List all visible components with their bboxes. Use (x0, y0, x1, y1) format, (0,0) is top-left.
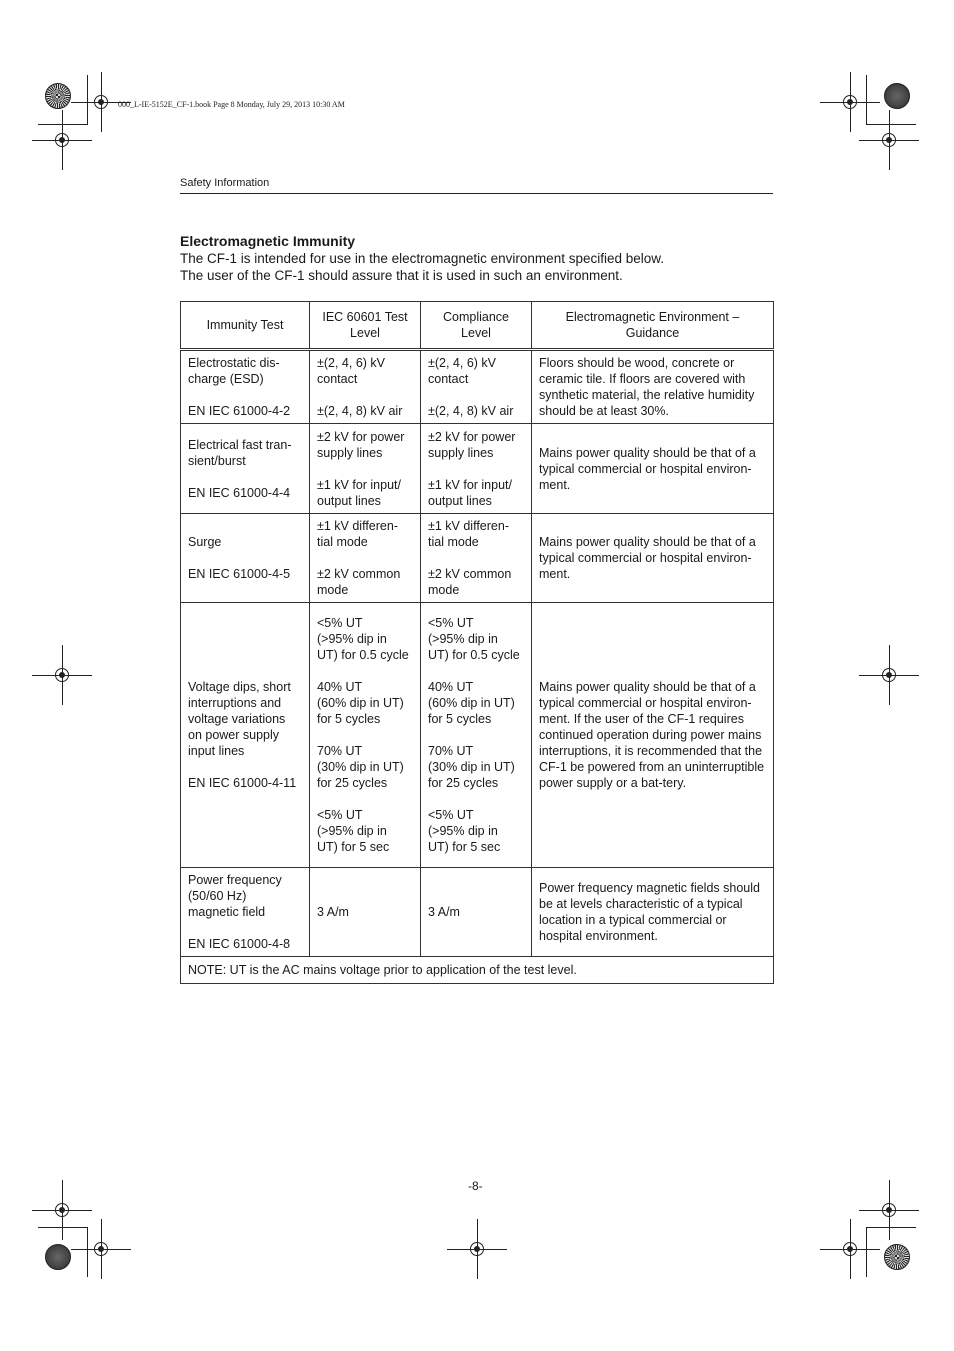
immunity-test-cell: Voltage dips, short interruptions and voltage variations on power supply input lines EN IEC 61000-4-11 (181, 603, 310, 868)
header-rule (180, 193, 773, 194)
registration-disc-top-left (45, 83, 71, 109)
crop-line (87, 75, 88, 125)
intro-text (180, 250, 774, 284)
guidance-cell: Mains power quality should be that of a typical commercial or hospital environ-ment. (532, 424, 774, 514)
crop-line (866, 75, 867, 125)
guidance-cell: Floors should be wood, concrete or ceramic tile. If floors are covered with synthetic material, the relative humidity should be at least 30%. (532, 350, 774, 424)
immunity-test-cell: Electrical fast tran- sient/burst EN IEC 61000-4-4 (181, 424, 310, 514)
compliance-level-cell: <5% UT (>95% dip in UT) for 0.5 cycle 40% UT (60% dip in UT) for 5 cycles 70% UT (30% dip in UT) for 25 cycles <5% UT (>95% dip in UT) for 5 sec (421, 603, 532, 868)
column-header: Electromagnetic Environment – Guidance (532, 302, 774, 350)
intro-line-2: The user of the CF-1 should assure that it is used in such an environment. (180, 268, 623, 283)
immunity-table (180, 301, 774, 984)
registration-disc-top-right (884, 83, 910, 109)
compliance-level-cell: 3 A/m (421, 868, 532, 957)
compliance-level-cell: ±1 kV differen- tial mode ±2 kV common mode (421, 514, 532, 603)
table-row (181, 868, 774, 957)
crop-line (87, 1227, 88, 1277)
test-level-cell: ±(2, 4, 6) kV contact ±(2, 4, 8) kV air (310, 350, 421, 424)
immunity-test-cell: Power frequency (50/60 Hz) magnetic field EN IEC 61000-4-8 (181, 868, 310, 957)
crop-line (866, 1227, 916, 1228)
test-level-cell: ±1 kV differen- tial mode ±2 kV common mode (310, 514, 421, 603)
crop-line (866, 124, 916, 125)
table-note: NOTE: UT is the AC mains voltage prior to application of the test level. (181, 957, 774, 984)
test-level-cell: <5% UT (>95% dip in UT) for 0.5 cycle 40% UT (60% dip in UT) for 5 cycles 70% UT (30% dip in UT) for 25 cycles <5% UT (>95% dip in UT) for 5 sec (310, 603, 421, 868)
guidance-cell: Mains power quality should be that of a typical commercial or hospital environ-ment. If the user of the CF-1 requires continued operation during power mains interruptions, it is recommended that the CF-1 be powered from an uninterruptible power supply or a bat-tery. (532, 603, 774, 868)
table-row (181, 514, 774, 603)
column-header: IEC 60601 Test Level (310, 302, 421, 350)
column-header: Immunity Test (181, 302, 310, 350)
immunity-test-cell: Electrostatic dis- charge (ESD) EN IEC 61000-4-2 (181, 350, 310, 424)
guidance-cell: Mains power quality should be that of a typical commercial or hospital environ-ment. (532, 514, 774, 603)
crop-line (38, 1227, 88, 1228)
table-row (181, 424, 774, 514)
test-level-cell: ±2 kV for power supply lines ±1 kV for input/ output lines (310, 424, 421, 514)
table-header-row (181, 302, 774, 350)
compliance-level-cell: ±(2, 4, 6) kV contact ±(2, 4, 8) kV air (421, 350, 532, 424)
registration-disc-bottom-left (45, 1244, 71, 1270)
table-row (181, 603, 774, 868)
page-number: -8- (468, 1179, 483, 1193)
table-note-row (181, 957, 774, 984)
intro-line-1: The CF-1 is intended for use in the electromagnetic environment specified below. (180, 251, 665, 266)
immunity-test-cell: Surge EN IEC 61000-4-5 (181, 514, 310, 603)
table-row (181, 350, 774, 424)
column-header: Compliance Level (421, 302, 532, 350)
crop-line (38, 124, 88, 125)
page-slug: 000_L-IE-5152E_CF-1.book Page 8 Monday, July 29, 2013 10:30 AM (118, 100, 345, 109)
guidance-cell: Power frequency magnetic fields should be at levels characteristic of a typical location in a typical commercial or hospital environment. (532, 868, 774, 957)
compliance-level-cell: ±2 kV for power supply lines ±1 kV for input/ output lines (421, 424, 532, 514)
section-title: Electromagnetic Immunity (180, 233, 356, 249)
test-level-cell: 3 A/m (310, 868, 421, 957)
running-header: Safety Information (180, 177, 270, 189)
registration-disc-bottom-right (884, 1244, 910, 1270)
crop-line (866, 1227, 867, 1277)
